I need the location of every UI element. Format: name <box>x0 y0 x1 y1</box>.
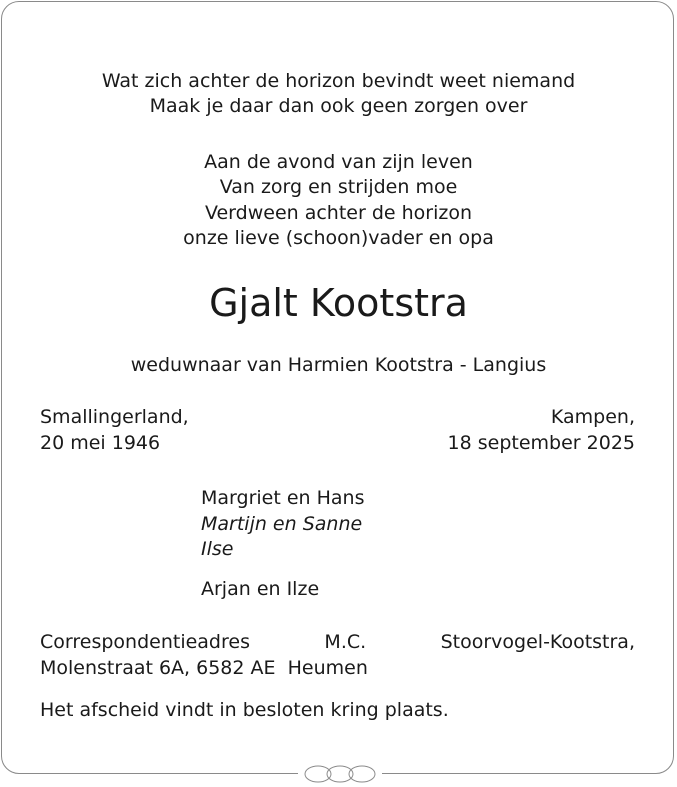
family-child-2: Arjan en Ilze <box>201 578 320 600</box>
correspondence-address: Molenstraat 6A, 6582 AE Heumen <box>40 657 368 679</box>
birth-date: 20 mei 1946 <box>40 432 161 454</box>
birth-place: Smallingerland, <box>40 406 189 428</box>
correspondence-word-1: Correspondentieadres <box>40 631 250 653</box>
correspondence-word-2: M.C. <box>324 631 367 653</box>
verse-line-2: Van zorg en strijden moe <box>219 176 458 198</box>
verse-line-1: Aan de avond van zijn leven <box>204 151 473 173</box>
verse-line-3: Verdween achter de horizon <box>204 202 473 224</box>
verse-line-4: onze lieve (schoon)vader en opa <box>183 227 494 249</box>
ornament-icon <box>296 763 384 787</box>
death-place: Kampen, <box>550 406 635 428</box>
poem-line-1: Wat zich achter de horizon bevindt weet niemand <box>101 70 576 92</box>
correspondence-word-3: Stoorvogel-Kootstra, <box>440 631 635 653</box>
family-grandchild-2: Ilse <box>201 538 234 560</box>
deceased-name: Gjalt Kootstra <box>209 281 468 325</box>
correspondence-line-1 <box>40 630 635 654</box>
death-date: 18 september 2025 <box>447 432 635 454</box>
family-child-1: Margriet en Hans <box>201 487 365 509</box>
poem-line-2: Maak je daar dan ook geen zorgen over <box>149 95 528 117</box>
family-grandchild-1: Martijn en Sanne <box>201 513 363 535</box>
spouse-line: weduwnaar van Harmien Kootstra - Langius <box>130 354 547 376</box>
ceremony-notice: Het afscheid vindt in besloten kring plaats. <box>40 699 449 721</box>
